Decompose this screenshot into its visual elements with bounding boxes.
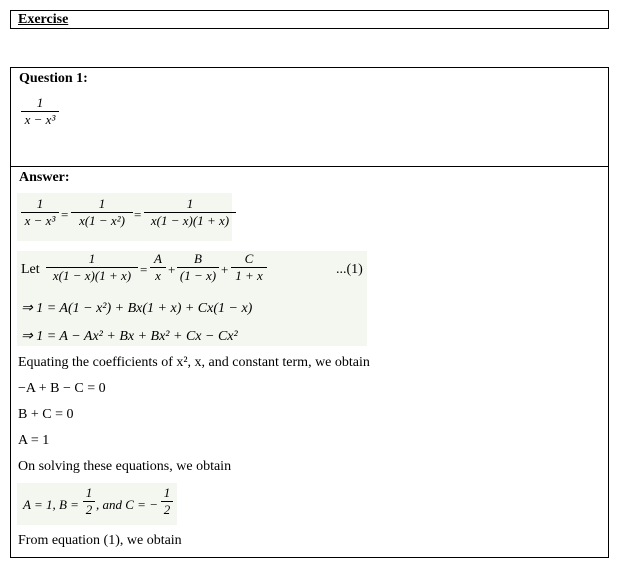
eq2-lhs-fraction bbox=[46, 252, 138, 283]
question-denominator: x − x³ bbox=[24, 112, 56, 127]
eq2-b-num: B bbox=[194, 251, 202, 266]
eq2-a-num: A bbox=[154, 251, 162, 266]
eq2-let: Let bbox=[21, 262, 40, 277]
question-label: Question 1: bbox=[19, 71, 88, 86]
eq1-f1-den: x − x³ bbox=[24, 213, 56, 228]
question-numerator: 1 bbox=[36, 95, 44, 110]
solution-b-fraction bbox=[83, 486, 95, 517]
eq2-b-den: (1 − x) bbox=[179, 268, 217, 283]
eq2-lhs-num: 1 bbox=[88, 251, 96, 266]
eq2-plus-2: + bbox=[221, 262, 229, 277]
solution-middle: , and C = − bbox=[96, 497, 158, 512]
eq1-f2-den: x(1 − x²) bbox=[79, 213, 125, 228]
answer-box bbox=[10, 166, 609, 558]
eq2-a-den: x bbox=[155, 268, 161, 283]
eq1-f1-num: 1 bbox=[36, 196, 44, 211]
coefficients-text: Equating the coefficients of x², x, and constant term, we obtain bbox=[18, 355, 370, 370]
eq2-c-num: C bbox=[244, 251, 254, 266]
exercise-title: Exercise bbox=[18, 12, 69, 27]
solution-c-den: 2 bbox=[163, 502, 171, 517]
eq2-lhs-den: x(1 − x)(1 + x) bbox=[52, 268, 132, 283]
eq2-equals: = bbox=[140, 262, 148, 277]
eq1-f2-num: 1 bbox=[98, 196, 106, 211]
system-equation-1: −A + B − C = 0 bbox=[18, 381, 106, 396]
eq4-line: ⇒ 1 = A − Ax² + Bx + Bx² + Cx − Cx² bbox=[21, 329, 238, 344]
exercise-header bbox=[10, 10, 609, 29]
eq3-line: ⇒ 1 = A(1 − x²) + Bx(1 + x) + Cx(1 − x) bbox=[21, 301, 253, 316]
question-box bbox=[10, 67, 609, 167]
solution-prefix: A = 1, B = bbox=[23, 497, 79, 512]
system-equation-2: B + C = 0 bbox=[18, 407, 74, 422]
system-equation-3: A = 1 bbox=[18, 433, 50, 448]
eq1-equals-b: = bbox=[134, 207, 142, 222]
eq1-f3-den: x(1 − x)(1 + x) bbox=[150, 213, 230, 228]
eq1-fraction-1 bbox=[21, 197, 59, 228]
from-equation-text: From equation (1), we obtain bbox=[18, 533, 182, 548]
eq2-c-fraction bbox=[231, 252, 267, 283]
solution-c-fraction bbox=[161, 486, 173, 517]
question-fraction bbox=[21, 96, 59, 127]
eq2-a-fraction bbox=[150, 252, 166, 283]
eq2-b-fraction bbox=[177, 252, 219, 283]
eq2-reference: ...(1) bbox=[336, 262, 363, 277]
eq2-plus-1: + bbox=[168, 262, 176, 277]
solution-b-den: 2 bbox=[85, 502, 93, 517]
answer-label: Answer: bbox=[19, 170, 70, 185]
eq1-equals-a: = bbox=[61, 207, 69, 222]
eq1-f3-num: 1 bbox=[186, 196, 194, 211]
eq1-fraction-3 bbox=[144, 197, 236, 228]
solution-c-num: 1 bbox=[163, 485, 171, 500]
eq2-c-den: 1 + x bbox=[235, 268, 263, 283]
eq1-fraction-2 bbox=[71, 197, 133, 228]
solving-text: On solving these equations, we obtain bbox=[18, 459, 232, 474]
solution-b-num: 1 bbox=[85, 485, 93, 500]
